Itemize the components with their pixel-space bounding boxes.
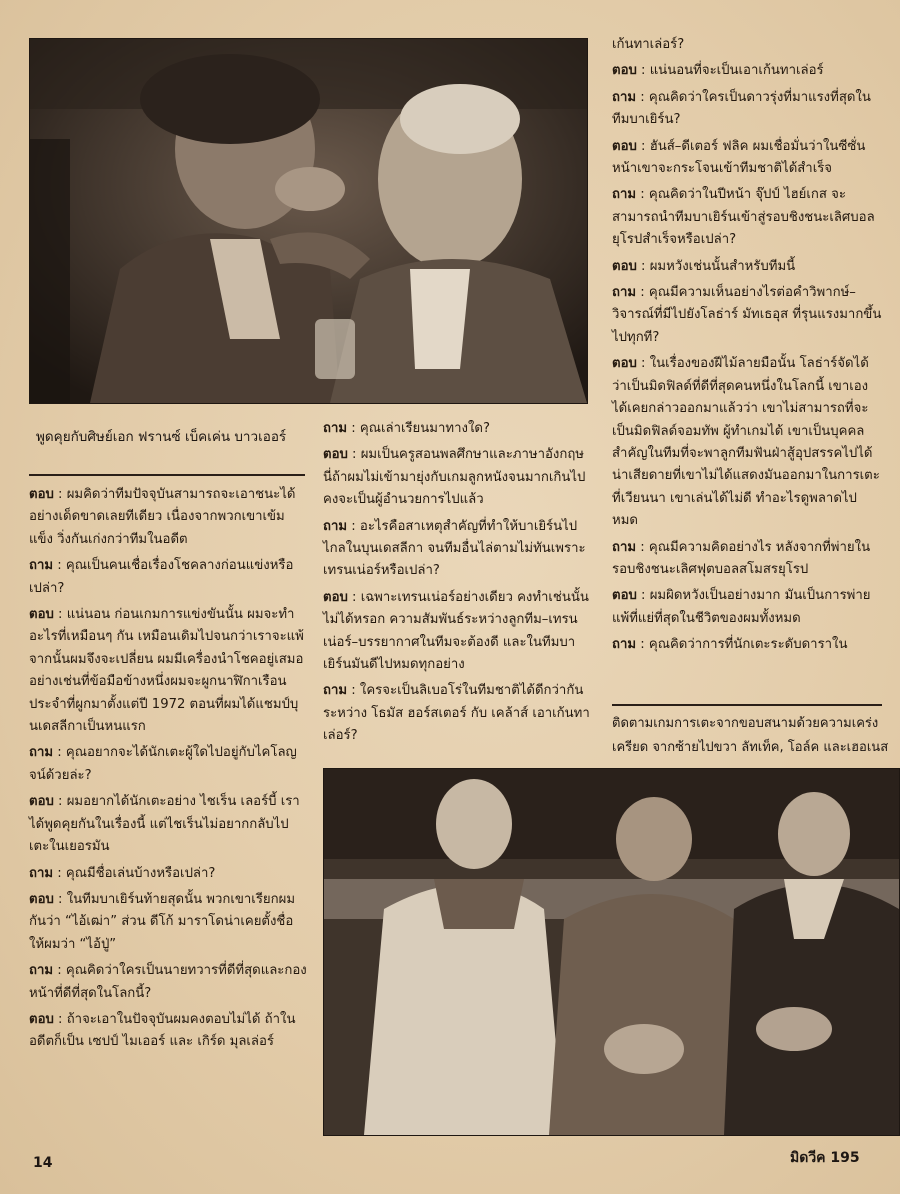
qa-label: ตอบ [29,1011,54,1027]
qa-item: ถาม : คุณมีชื่อเล่นบ้างหรือเปล่า? [29,865,216,881]
qa-text: ถ้าจะเอาในปัจจุบันผมคงตอบไม่ได้ ถ้าในอดีตก็เป็น เซปป์ ไมเออร์ และ เกิร์ด มุลเล่อร์ [29,1011,296,1050]
page-number-left-text: 14 [33,1155,53,1171]
qa-label: ตอบ [29,487,54,502]
top-photo-image [30,39,587,403]
qa-label: ถาม [29,558,54,574]
qa-item: ตอบ : แน่นอนที่จะเป็นเอาเก้นทาเล่อร์ [612,63,824,79]
qa-text: ผมหวังเช่นนั้นสำหรับทีมนี้ [649,258,796,274]
qa-label: ตอบ [323,447,348,463]
qa-label: ถาม [612,187,637,203]
qa-label: ตอบ [29,607,54,623]
bottom-photo-caption-line: เครียด จากซ้ายไปขวา ลัทเท็ค, โอล์ค และเฮอเนส [612,740,889,755]
page-number-right-text: มิดวีค 195 [790,1150,860,1166]
qa-text: ฮันส์–ดีเตอร์ ฟลิค ผมเชื่อมั่นว่าในซีซั่นหน้าเขาจะกระโจนเข้าทีมชาติได้สำเร็จ [612,138,866,177]
qa-label: ถาม [612,285,637,301]
column-right [612,34,882,661]
qa-text: คุณเล่าเรียนมาทางใด? [359,421,490,436]
qa-text: ผมคิดว่าทีมปัจจุบันสามารถจะเอาชนะได้อย่างเด็ดขาดเลยทีเดียว เนื่องจากพวกเขาเข้มแข็ง วิ่งกันเก่งกว่าทีมในอดีต [29,487,296,547]
qa-item: ถาม : คุณมีความคิดอย่างไร หลังจากที่พ่ายในรอบชิงชนะเลิศฟุตบอลสโมสรยุโรป [612,539,871,577]
qa-text: คุณมีความคิดอย่างไร หลังจากที่พ่ายในรอบชิงชนะเลิศฟุตบอลสโมสรยุโรป [612,539,871,577]
page-number-right [790,1147,860,1169]
right-caption-rule [612,704,882,706]
qa-text: อะไรคือสาเหตุสำคัญที่ทำให้บาเยิร์นไปไกลในบุนเดสลีกา จนทีมอื่นไล่ตามไม่ทันเพราะเทรนเน่อร์หรือเปล่า? [323,518,586,579]
page-number-left [33,1155,52,1171]
qa-label: ตอบ [612,63,637,79]
qa-label: ตอบ [612,588,637,604]
qa-item: ถาม : คุณมีความเห็นอย่างไรต่อคำวิพากษ์–วิจารณ์ที่มีไปยังโลธ่าร์ มัทเธอุส ที่รุนแรงมากขึ้นไปทุกที? [612,285,882,345]
qa-label: ถาม [323,683,348,699]
qa-item: ตอบ : ในเรื่องของฝีไม้ลายมือนั้น โลธ่าร์จัดได้ว่าเป็นมิดฟิลด์ที่ดีที่สุดคนหนึ่งในโลกนี้ เขาเองได้เคยกล่าวออกมาแล้วว่า เขาไม่สามารถที่จะเป็นมิดฟิลด์จอมทัพ ผู้ทำเกมได้ เขาเป็นบุคคลสำคัญในทีมที่จะพาลูกทีมฟันฝ่าสู้อุปสรรคไปได้ น่าเสียดายที่เขาไม่ได้แสดงมันออกมาในการเตะที่เวียนนา เขาเล่นได้ไม่ดี ทำอะไรดูพลาดไปหมด [612,356,880,529]
qa-item: ถาม : คุณคิดว่าใครเป็นนายทวารที่ดีที่สุดและกองหน้าที่ดีที่สุดในโลกนี้? [29,963,307,1001]
qa-item: ตอบ : แน่นอน ก่อนเกมการแข่งขันนั้น ผมจะทำอะไรที่เหมือนๆ กัน เหมือนเดิมไปจนกว่าเราจะแพ้ จากนั้นผมจึงจะเปลี่ยน ผมมีเครื่องนำโชคอยู่เสมอ อย่างเช่นที่ข้อมือข้างหนึ่งผมจะผูกนาฬิกาเรือนประจำที่ผูกมาตั้งแต่ปี 1972 ตอนที่ผมได้แชมป์บุนเดสลีกาเป็นหนแรก [29,607,304,735]
qa-item: ถาม : คุณคิดว่าใครเป็นดาวรุ่งที่มาแรงที่สุดในทีมบาเยิร์น? [612,89,871,128]
qa-text: ในทีมบาเยิร์นท้ายสุดนั้น พวกเขาเรียกผมกันว่า “ไอ้เฒ่า” ส่วน ดีโก้ มาราโดน่าเคยตั้งชื่อให้ผมว่า “ไอ้ปู่” [29,891,296,952]
qa-text: คุณคิดว่าในปีหน้า จุ๊ปป์ ไฮย์เกส จะสามารถนำทีมบาเยิร์นเข้าสู่รอบชิงชนะเลิศบอลยุโรปสำเร็จหรือเปล่า? [612,187,875,248]
top-photo [29,38,588,404]
qa-item: ถาม : คุณเป็นคนเชื่อเรื่องโชคลางก่อนแข่งหรือเปล่า? [29,558,294,596]
qa-label: ถาม [29,865,54,881]
qa-label: ตอบ [323,589,348,605]
qa-label: ถาม [323,518,348,534]
qa-label: ตอบ [612,138,637,154]
qa-item: ถาม : คุณเล่าเรียนมาทางใด? [323,421,490,436]
qa-text: เฉพาะเทรนเน่อร์อย่างเดียว คงทำเช่นนั้นไม่ได้หรอก ความสัมพันธ์ระหว่างลูกทีม–เทรนเน่อร์–บรรยากาศในทีมจะต้องดี และในทีมบาเยิร์นมันดีไปหมดทุกอย่าง [323,589,589,673]
qa-label: ตอบ [612,356,637,372]
qa-text: คุณมีชื่อเล่นบ้างหรือเปล่า? [65,865,216,881]
qa-item: ถาม : ใครจะเป็นลิเบอโร่ในทีมชาติได้ดีกว่ากันระหว่าง โธมัส ฮอร์สเตอร์ กับ เคล้าส์ เอาเก้นทาเล่อร์? [323,683,590,744]
qa-item: ตอบ : ผมหวังเช่นนั้นสำหรับทีมนี้ [612,258,796,274]
qa-text: แน่นอนที่จะเป็นเอาเก้นทาเล่อร์ [649,63,824,79]
qa-text: คุณอยากจะได้นักเตะผู้ใดไปอยู่กับไคโลญจน์ด้วยล่ะ? [29,745,297,783]
qa-text: ผมเป็นครูสอนพลศึกษาและภาษาอังกฤษ นี่ถ้าผมไม่เข้ามายุ่งกับเกมลูกหนังจนมากเกินไป คงจะเป็นผู้อำนวยการไปแล้ว [323,447,586,508]
qa-item: ตอบ : ถ้าจะเอาในปัจจุบันผมคงตอบไม่ได้ ถ้าในอดีตก็เป็น เซปป์ ไมเออร์ และ เกิร์ด มุลเล่อร์ [29,1011,296,1050]
qa-item: ถาม : คุณคิดว่าการที่นักเตะระดับดาราใน [612,637,848,653]
qa-item: ตอบ : ฮันส์–ดีเตอร์ ฟลิค ผมเชื่อมั่นว่าในซีซั่นหน้าเขาจะกระโจนเข้าทีมชาติได้สำเร็จ [612,138,866,177]
left-column-rule [29,474,305,476]
bottom-photo-image [324,769,899,1135]
top-photo-caption [36,425,316,449]
qa-label: ถาม [612,89,637,105]
qa-text: แน่นอน ก่อนเกมการแข่งขันนั้น ผมจะทำอะไรที่เหมือนๆ กัน เหมือนเดิมไปจนกว่าเราจะแพ้ จากนั้นผมจึงจะเปลี่ยน ผมมีเครื่องนำโชคอยู่เสมอ อย่างเช่นที่ข้อมือข้างหนึ่งผมจะผูกนาฬิกาเรือนประจำที่ผูกมาตั้งแต่ปี 1972 ตอนที่ผมได้แชมป์บุนเดสลีกาเป็นหนแรก [29,607,304,735]
qa-item [612,34,882,56]
column-middle [323,418,591,752]
qa-label: ถาม [29,963,54,979]
bottom-photo-caption [612,712,892,760]
qa-item: ตอบ : เฉพาะเทรนเน่อร์อย่างเดียว คงทำเช่นนั้นไม่ได้หรอก ความสัมพันธ์ระหว่างลูกทีม–เทรนเน่อร์–บรรยากาศในทีมจะต้องดี และในทีมบาเยิร์นมันดีไปหมดทุกอย่าง [323,589,589,673]
qa-text: คุณคิดว่าใครเป็นดาวรุ่งที่มาแรงที่สุดในทีมบาเยิร์น? [612,89,871,128]
bottom-photo [323,768,900,1136]
qa-item: ตอบ : ผมเป็นครูสอนพลศึกษาและภาษาอังกฤษ นี่ถ้าผมไม่เข้ามายุ่งกับเกมลูกหนังจนมากเกินไป คงจะเป็นผู้อำนวยการไปแล้ว [323,447,586,508]
qa-label: ตอบ [612,258,637,274]
qa-label: ตอบ [29,794,54,810]
qa-text: คุณคิดว่าใครเป็นนายทวารที่ดีที่สุดและกองหน้าที่ดีที่สุดในโลกนี้? [29,963,307,1001]
top-photo-caption-text: พูดคุยกับศิษย์เอก ฟรานซ์ เบ็คเค่น บาวเออร์ [36,429,287,445]
qa-item: ตอบ : ในทีมบาเยิร์นท้ายสุดนั้น พวกเขาเรียกผมกันว่า “ไอ้เฒ่า” ส่วน ดีโก้ มาราโดน่าเคยตั้งชื่อให้ผมว่า “ไอ้ปู่” [29,891,296,952]
qa-text: คุณมีความเห็นอย่างไรต่อคำวิพากษ์–วิจารณ์ที่มีไปยังโลธ่าร์ มัทเธอุส ที่รุนแรงมากขึ้นไปทุกที? [612,285,882,345]
qa-item: ตอบ : ผมผิดหวังเป็นอย่างมาก มันเป็นการพ่ายแพ้ที่แย่ที่สุดในชีวิตของผมทั้งหมด [612,588,871,626]
qa-label: ถาม [612,637,637,653]
qa-label: ถาม [323,421,348,436]
qa-text: ผมผิดหวังเป็นอย่างมาก มันเป็นการพ่ายแพ้ที่แย่ที่สุดในชีวิตของผมทั้งหมด [612,588,871,626]
bottom-photo-caption-line: ติดตามเกมการเตะจากขอบสนามด้วยความเคร่ง [612,716,879,731]
qa-text: ผมอยากได้นักเตะอย่าง ไชเร็น เลอร์บี้ เราได้พูดคุยกันในเรื่องนี้ แต่ไชเร็นไม่อยากกลับไปเตะในเยอรมัน [29,794,300,855]
qa-text: ใครจะเป็นลิเบอโร่ในทีมชาติได้ดีกว่ากันระหว่าง โธมัส ฮอร์สเตอร์ กับ เคล้าส์ เอาเก้นทาเล่อร์? [323,683,590,744]
qa-label: ถาม [612,539,637,555]
qa-item: ถาม : คุณคิดว่าในปีหน้า จุ๊ปป์ ไฮย์เกส จะสามารถนำทีมบาเยิร์นเข้าสู่รอบชิงชนะเลิศบอลยุโรปสำเร็จหรือเปล่า? [612,187,875,248]
qa-item: ตอบ : ผมอยากได้นักเตะอย่าง ไชเร็น เลอร์บี้ เราได้พูดคุยกันในเรื่องนี้ แต่ไชเร็นไม่อยากกลับไปเตะในเยอรมัน [29,794,300,855]
column-left [29,484,307,1058]
qa-text: คุณคิดว่าการที่นักเตะระดับดาราใน [648,637,848,653]
qa-item: ถาม : อะไรคือสาเหตุสำคัญที่ทำให้บาเยิร์นไปไกลในบุนเดสลีกา จนทีมอื่นไล่ตามไม่ทันเพราะเทรนเน่อร์หรือเปล่า? [323,518,586,579]
qa-label: ถาม [29,745,54,761]
qa-item: ถาม : คุณอยากจะได้นักเตะผู้ใดไปอยู่กับไคโลญจน์ด้วยล่ะ? [29,745,297,783]
qa-item: ตอบ : ผมคิดว่าทีมปัจจุบันสามารถจะเอาชนะได้อย่างเด็ดขาดเลยทีเดียว เนื่องจากพวกเขาเข้มแข็ง วิ่งกันเก่งกว่าทีมในอดีต [29,487,296,547]
qa-label: ตอบ [29,891,54,907]
qa-text: เก้นทาเล่อร์? [612,37,685,52]
qa-text: ในเรื่องของฝีไม้ลายมือนั้น โลธ่าร์จัดได้ว่าเป็นมิดฟิลด์ที่ดีที่สุดคนหนึ่งในโลกนี้ เขาเองได้เคยกล่าวออกมาแล้วว่า เขาไม่สามารถที่จะเป็นมิดฟิลด์จอมทัพ ผู้ทำเกมได้ เขาเป็นบุคคลสำคัญในทีมที่จะพาลูกทีมฟันฝ่าสู้อุปสรรคไปได้ น่าเสียดายที่เขาไม่ได้แสดงมันออกมาในการเตะที่เวียนนา เขาเล่นได้ไม่ดี ทำอะไรดูพลาดไปหมด [612,356,880,529]
qa-text: คุณเป็นคนเชื่อเรื่องโชคลางก่อนแข่งหรือเปล่า? [29,558,294,596]
